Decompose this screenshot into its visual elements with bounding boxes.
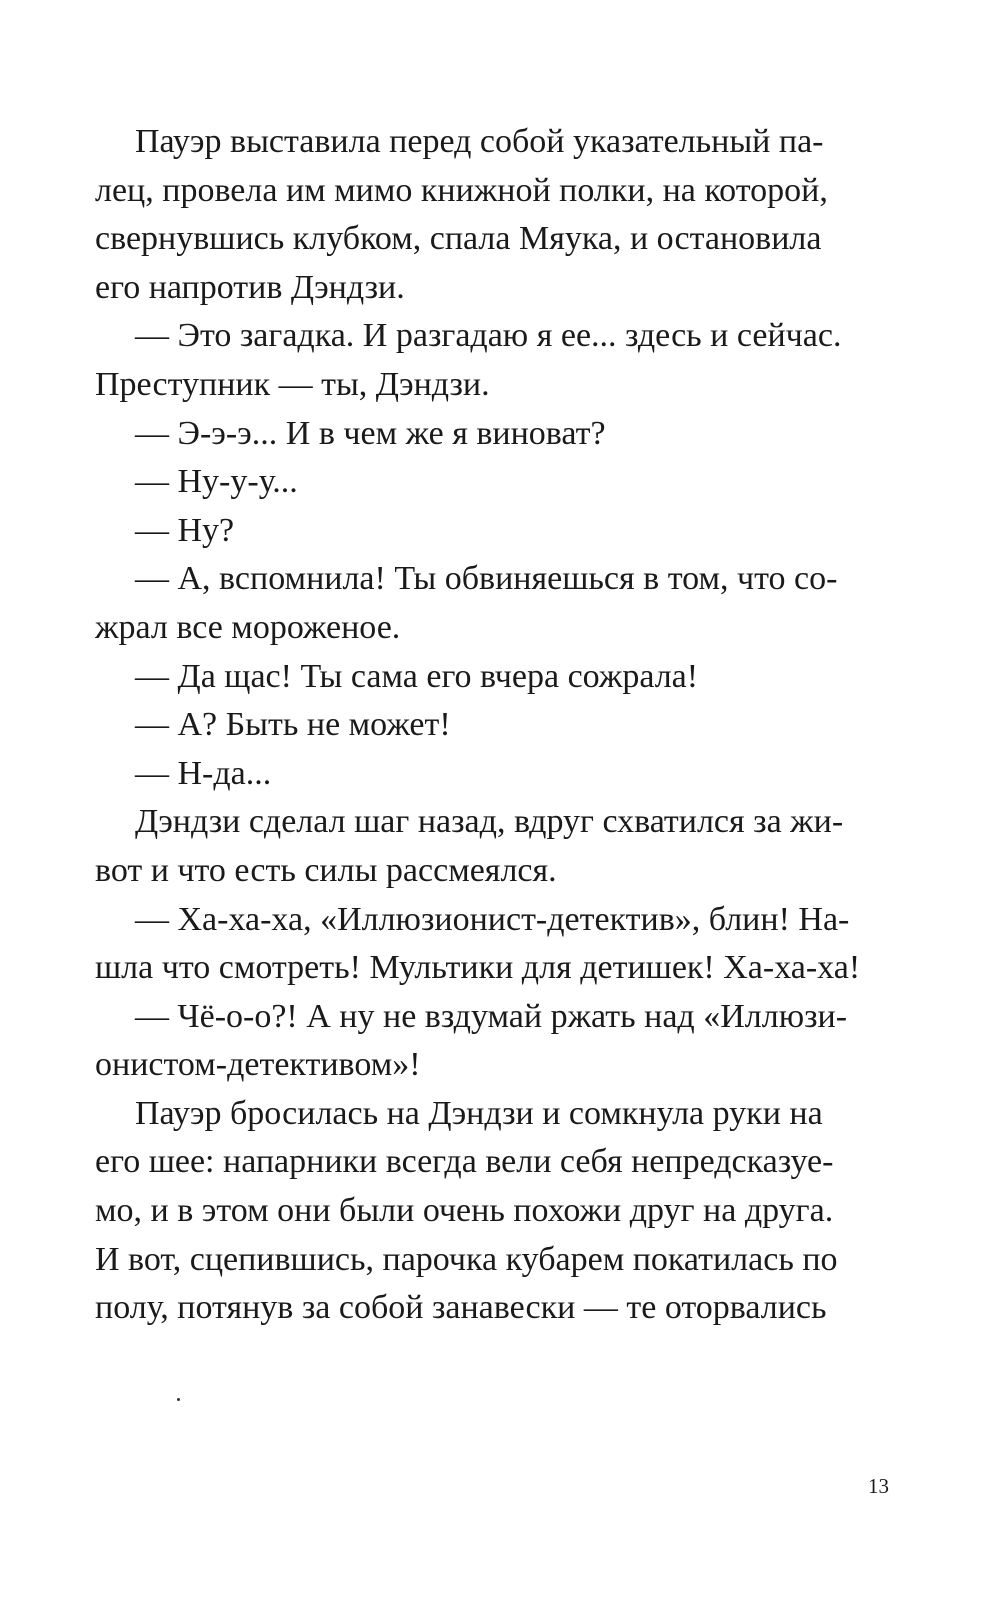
page-number: 13 [868,1474,889,1498]
text-line: онистом-детективом»! [95,1046,421,1084]
body-text [95,118,895,1333]
text-line: — Ну-у-у... [135,463,298,501]
text-line: шла что смотреть! Мультики для детишек! Ха-ха-ха! [95,949,861,987]
text-line: — А? Быть не может! [135,706,451,744]
text-line: Преступник — ты, Дэндзи. [95,365,490,403]
text-line: — Э-э-э... И в чем же я виноват? [135,414,606,452]
print-speck [177,1398,180,1401]
text-line: полу, потянув за собой занавески — те оторвались [95,1289,827,1327]
text-line: — Ха-ха-ха, «Иллюзионист-детектив», блин! На- [135,900,850,938]
text-line: мо, и в этом они были очень похожи друг на друга. [95,1192,834,1230]
text-line: — Чё-о-о?! А ну не вздумай ржать над «Иллюзи- [135,997,848,1035]
text-line: лец, провела им мимо книжной полки, на которой, [95,171,828,209]
text-line: его напротив Дэндзи. [95,268,405,306]
text-line: его шее: напарники всегда вели себя непредсказуе- [95,1143,834,1181]
text-line: Пауэр выставила перед собой указательный па- [135,123,824,160]
text-line: — Это загадка. И разгадаю я ее... здесь и сейчас. [135,317,842,355]
text-line: И вот, сцепившись, парочка кубарем покатилась по [95,1240,838,1278]
text-line: — Ну? [135,511,235,549]
text-line: свернувшись клубком, спала Мяука, и остановила [95,220,822,258]
text-line: Дэндзи сделал шаг назад, вдруг схватился за жи- [135,803,844,841]
text-line: Пауэр бросилась на Дэндзи и сомкнула руки на [135,1094,823,1132]
text-line: жрал все мороженое. [95,608,401,646]
text-line: — Да щас! Ты сама его вчера сожрала! [135,657,699,695]
text-line: — Н-да... [135,754,272,792]
text-line: вот и что есть силы рассмеялся. [95,851,557,889]
text-line: — А, вспомнила! Ты обвиняешься в том, что со- [135,560,838,598]
